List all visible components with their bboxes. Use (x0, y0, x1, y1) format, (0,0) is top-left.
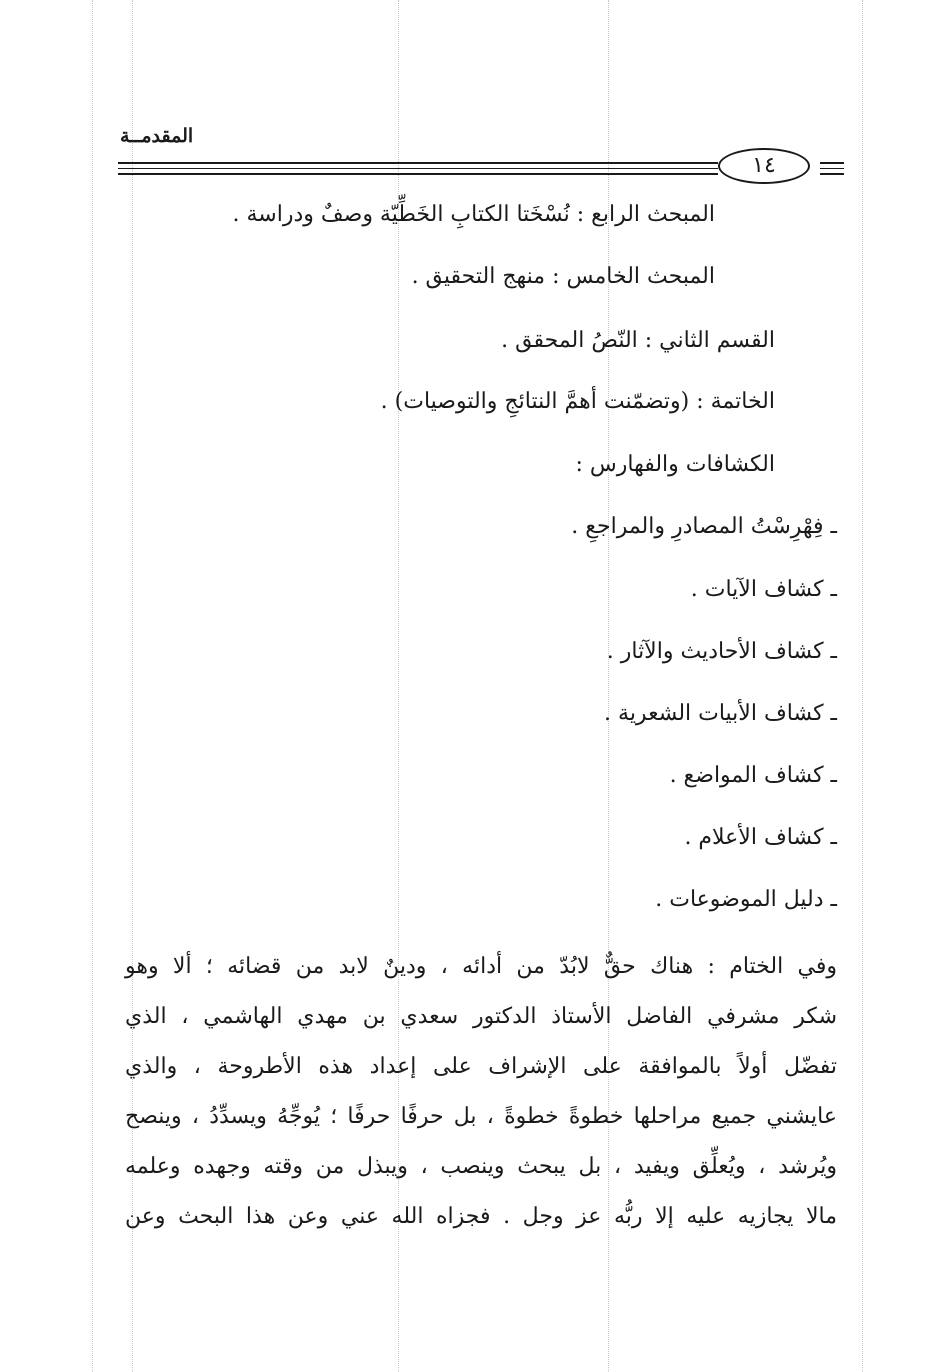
outline-item: الكشافات والفهارس : (575, 452, 775, 477)
outline-item: المبحث الخامس : منهج التحقيق . (411, 264, 715, 289)
running-head: المقدمــة (120, 125, 194, 147)
paragraph-line: عايشني جميع مراحلها خطوةً خطوةً ، بل حرفًا حرفًا ؛ يُوجِّهُ ويسدِّدُ ، وينصح (125, 1104, 837, 1129)
page-number: ١٤ (718, 148, 810, 184)
index-item: ـ كشاف الأحاديث والآثار . (606, 639, 837, 664)
index-item: ـ دليل الموضوعات . (655, 887, 837, 912)
index-item: ـ فِهْرِسْتُ المصادرِ والمراجعِ . (571, 514, 837, 539)
paragraph-line: مالا يجازيه عليه إلا ربُّه عز وجل . فجزاه الله عني وعن هذا البحث وعن (125, 1204, 837, 1229)
outline-item: المبحث الرابع : نُسْخَتا الكتابِ الخَطِّيّة وصفٌ ودراسة . (232, 202, 715, 227)
index-item: ـ كشاف المواضع . (669, 763, 837, 788)
paragraph-line: تفضّل أولاً بالموافقة على الإشراف على إعداد هذه الأطروحة ، والذي (125, 1054, 837, 1079)
paragraph-line: وفي الختام : هناك حقٌّ لابُدّ من أدائه ، ودينٌ لابد من قضائه ؛ ألا وهو (125, 954, 837, 979)
index-item: ـ كشاف الأبيات الشعرية . (604, 701, 837, 726)
paragraph-line: ويُرشد ، ويُعلِّق ويفيد ، بل يبحث وينصب ، ويبذل من وقته وجهده وعلمه (125, 1154, 837, 1179)
paragraph-line: شكر مشرفي الفاضل الأستاذ الدكتور سعدي بن مهدي الهاشمي ، الذي (125, 1004, 837, 1029)
scan-guide (92, 0, 93, 1372)
outline-item: الخاتمة : (وتضمّنت أهمَّ النتائجِ والتوصيات) . (380, 389, 775, 414)
closing-paragraph (125, 942, 837, 1242)
scan-guide (862, 0, 863, 1372)
index-item: ـ كشاف الأعلام . (684, 825, 837, 850)
index-item: ـ كشاف الآيات . (690, 577, 837, 602)
outline-item: القسم الثاني : النّصُ المحقق . (501, 328, 775, 353)
